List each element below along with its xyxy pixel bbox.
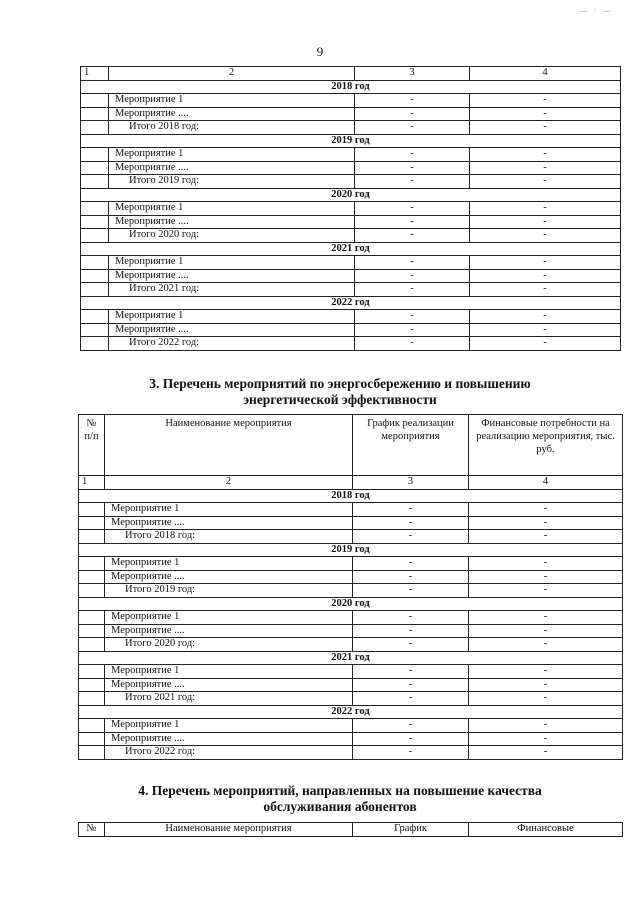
event-name: Мероприятие .... xyxy=(105,516,353,530)
total-label: Итого 2021 год: xyxy=(109,283,355,297)
table-row xyxy=(79,624,623,638)
table-header-row xyxy=(79,823,623,837)
finance-value: - xyxy=(469,624,623,638)
finance-value: - xyxy=(469,638,623,652)
row-number xyxy=(81,323,109,337)
total-label: Итого 2019 год: xyxy=(109,175,355,189)
finance-value: - xyxy=(469,557,623,571)
event-name: Мероприятие 1 xyxy=(109,202,355,216)
year-label: 2018 год xyxy=(81,80,621,94)
total-label: Итого 2021 год: xyxy=(105,692,353,706)
event-name: Мероприятие .... xyxy=(109,215,355,229)
row-number xyxy=(79,570,105,584)
column-number: 2 xyxy=(109,67,355,81)
schedule-value: - xyxy=(353,678,469,692)
row-number xyxy=(81,269,109,283)
finance-value: - xyxy=(470,148,621,162)
schedule-value: - xyxy=(355,161,470,175)
total-row xyxy=(81,337,621,351)
section-3-title-line2: энергетической эффективности xyxy=(243,392,437,407)
schedule-value: - xyxy=(355,283,470,297)
row-number xyxy=(81,94,109,108)
year-label: 2021 год xyxy=(81,242,621,256)
section-3-title-line1: 3. Перечень мероприятий по энергосбережению и повышению xyxy=(149,376,531,391)
finance-value: - xyxy=(470,107,621,121)
column-number: 3 xyxy=(353,476,469,490)
finance-value: - xyxy=(469,584,623,598)
table-row xyxy=(79,732,623,746)
row-number xyxy=(79,665,105,679)
schedule-value: - xyxy=(355,175,470,189)
finance-value: - xyxy=(469,611,623,625)
schedule-value: - xyxy=(355,229,470,243)
event-name: Мероприятие .... xyxy=(105,678,353,692)
column-number: 4 xyxy=(470,67,621,81)
event-name: Мероприятие 1 xyxy=(105,719,353,733)
row-number xyxy=(79,557,105,571)
schedule-value: - xyxy=(355,337,470,351)
table-row xyxy=(81,269,621,283)
row-number xyxy=(81,229,109,243)
total-row xyxy=(79,530,623,544)
schedule-value: - xyxy=(353,584,469,598)
total-label: Итого 2019 год: xyxy=(105,584,353,598)
row-number xyxy=(79,624,105,638)
page-number: 9 xyxy=(316,44,324,59)
year-row xyxy=(81,296,621,310)
finance-value: - xyxy=(470,283,621,297)
finance-value: - xyxy=(470,161,621,175)
schedule-value: - xyxy=(353,732,469,746)
section-4-title-line1: 4. Перечень мероприятий, направленных на повышение качества xyxy=(138,783,542,798)
schedule-value: - xyxy=(353,503,469,517)
year-label: 2019 год xyxy=(81,134,621,148)
year-row xyxy=(81,80,621,94)
row-number xyxy=(79,530,105,544)
finance-value: - xyxy=(470,323,621,337)
column-number: 3 xyxy=(355,67,470,81)
events-table-continued xyxy=(80,66,621,351)
schedule-value: - xyxy=(355,94,470,108)
schedule-value: - xyxy=(353,719,469,733)
table-row xyxy=(81,256,621,270)
year-row xyxy=(79,489,623,503)
total-row xyxy=(81,283,621,297)
schedule-value: - xyxy=(355,202,470,216)
schedule-value: - xyxy=(353,665,469,679)
event-name: Мероприятие .... xyxy=(109,161,355,175)
section-4-title xyxy=(60,783,620,815)
total-row xyxy=(81,229,621,243)
total-label: Итого 2018 год: xyxy=(109,121,355,135)
total-label: Итого 2020 год: xyxy=(109,229,355,243)
column-number: 1 xyxy=(81,67,109,81)
table-row xyxy=(79,570,623,584)
schedule-value: - xyxy=(355,323,470,337)
row-number xyxy=(79,678,105,692)
row-number xyxy=(81,256,109,270)
event-name: Мероприятие 1 xyxy=(105,611,353,625)
schedule-value: - xyxy=(355,256,470,270)
row-number xyxy=(81,175,109,189)
header-name: Наименование мероприятия xyxy=(105,823,353,837)
table-row xyxy=(81,215,621,229)
header-name: Наименование мероприятия xyxy=(105,415,353,476)
year-label: 2020 год xyxy=(81,188,621,202)
header-schedule: График xyxy=(353,823,469,837)
column-number-row xyxy=(81,67,621,81)
year-label: 2022 год xyxy=(81,296,621,310)
year-row xyxy=(81,134,621,148)
finance-value: - xyxy=(470,337,621,351)
event-name: Мероприятие 1 xyxy=(105,665,353,679)
row-number xyxy=(79,719,105,733)
year-label: 2020 год xyxy=(79,597,623,611)
finance-value: - xyxy=(470,94,621,108)
total-row xyxy=(79,584,623,598)
column-number: 1 xyxy=(79,476,105,490)
row-number xyxy=(79,503,105,517)
table-row xyxy=(81,310,621,324)
finance-value: - xyxy=(470,202,621,216)
row-number xyxy=(81,283,109,297)
event-name: Мероприятие 1 xyxy=(105,503,353,517)
column-number-row xyxy=(79,476,623,490)
table-row xyxy=(79,611,623,625)
finance-value: - xyxy=(470,256,621,270)
schedule-value: - xyxy=(353,638,469,652)
finance-value: - xyxy=(469,665,623,679)
schedule-value: - xyxy=(353,570,469,584)
year-label: 2019 год xyxy=(79,543,623,557)
schedule-value: - xyxy=(353,624,469,638)
finance-value: - xyxy=(470,229,621,243)
schedule-value: - xyxy=(355,121,470,135)
row-number xyxy=(79,516,105,530)
year-row xyxy=(79,651,623,665)
row-number xyxy=(81,310,109,324)
event-name: Мероприятие 1 xyxy=(109,94,355,108)
row-number xyxy=(79,584,105,598)
row-number xyxy=(81,107,109,121)
event-name: Мероприятие .... xyxy=(105,732,353,746)
total-row xyxy=(81,175,621,189)
schedule-value: - xyxy=(355,107,470,121)
year-row xyxy=(79,543,623,557)
table-row xyxy=(79,516,623,530)
finance-value: - xyxy=(469,503,623,517)
row-number xyxy=(81,148,109,162)
total-row xyxy=(79,692,623,706)
year-label: 2022 год xyxy=(79,705,623,719)
year-label: 2018 год xyxy=(79,489,623,503)
event-name: Мероприятие .... xyxy=(105,570,353,584)
schedule-value: - xyxy=(355,215,470,229)
year-row xyxy=(81,242,621,256)
row-number xyxy=(81,202,109,216)
header-num: № п/п xyxy=(79,415,105,476)
row-number xyxy=(81,161,109,175)
row-number xyxy=(79,746,105,760)
corner-mark: — · — xyxy=(579,6,612,15)
table-row xyxy=(79,678,623,692)
finance-value: - xyxy=(469,732,623,746)
finance-value: - xyxy=(469,719,623,733)
row-number xyxy=(79,638,105,652)
header-finance: Финансовые потребности на реализацию мероприятия, тыс. руб. xyxy=(469,415,623,476)
finance-value: - xyxy=(469,570,623,584)
table-row xyxy=(81,107,621,121)
event-name: Мероприятие .... xyxy=(109,323,355,337)
schedule-value: - xyxy=(353,516,469,530)
table-row xyxy=(79,665,623,679)
row-number xyxy=(81,215,109,229)
energy-saving-table xyxy=(78,414,623,760)
table-row xyxy=(81,323,621,337)
total-label: Итого 2018 год: xyxy=(105,530,353,544)
table-row xyxy=(79,719,623,733)
section-4-title-line2: обслуживания абонентов xyxy=(263,799,417,814)
table-row xyxy=(81,94,621,108)
total-row xyxy=(79,746,623,760)
total-row xyxy=(79,638,623,652)
finance-value: - xyxy=(470,121,621,135)
finance-value: - xyxy=(469,746,623,760)
table-row xyxy=(79,503,623,517)
event-name: Мероприятие 1 xyxy=(109,148,355,162)
year-row xyxy=(79,705,623,719)
year-row xyxy=(81,188,621,202)
total-label: Итого 2022 год: xyxy=(105,746,353,760)
event-name: Мероприятие .... xyxy=(109,269,355,283)
row-number xyxy=(79,692,105,706)
year-label: 2021 год xyxy=(79,651,623,665)
schedule-value: - xyxy=(353,557,469,571)
schedule-value: - xyxy=(355,310,470,324)
table-row xyxy=(81,148,621,162)
finance-value: - xyxy=(469,516,623,530)
finance-value: - xyxy=(470,175,621,189)
schedule-value: - xyxy=(355,148,470,162)
row-number xyxy=(81,337,109,351)
schedule-value: - xyxy=(355,269,470,283)
table-row xyxy=(79,557,623,571)
event-name: Мероприятие .... xyxy=(105,624,353,638)
row-number xyxy=(81,121,109,135)
table-row xyxy=(81,202,621,216)
finance-value: - xyxy=(470,310,621,324)
total-row xyxy=(81,121,621,135)
event-name: Мероприятие 1 xyxy=(105,557,353,571)
schedule-value: - xyxy=(353,611,469,625)
schedule-value: - xyxy=(353,530,469,544)
section-3-title xyxy=(60,376,620,408)
column-number: 2 xyxy=(105,476,353,490)
row-number xyxy=(79,732,105,746)
table-row xyxy=(81,161,621,175)
row-number xyxy=(79,611,105,625)
header-finance: Финансовые xyxy=(469,823,623,837)
finance-value: - xyxy=(469,678,623,692)
finance-value: - xyxy=(470,215,621,229)
total-label: Итого 2020 год: xyxy=(105,638,353,652)
column-number: 4 xyxy=(469,476,623,490)
year-row xyxy=(79,597,623,611)
schedule-value: - xyxy=(353,692,469,706)
finance-value: - xyxy=(469,692,623,706)
total-label: Итого 2022 год: xyxy=(109,337,355,351)
schedule-value: - xyxy=(353,746,469,760)
header-num: № xyxy=(79,823,105,837)
header-schedule: График реализации мероприятия xyxy=(353,415,469,476)
event-name: Мероприятие 1 xyxy=(109,310,355,324)
finance-value: - xyxy=(470,269,621,283)
event-name: Мероприятие 1 xyxy=(109,256,355,270)
event-name: Мероприятие .... xyxy=(109,107,355,121)
finance-value: - xyxy=(469,530,623,544)
table-header-row xyxy=(79,415,623,476)
service-quality-table xyxy=(78,822,623,837)
